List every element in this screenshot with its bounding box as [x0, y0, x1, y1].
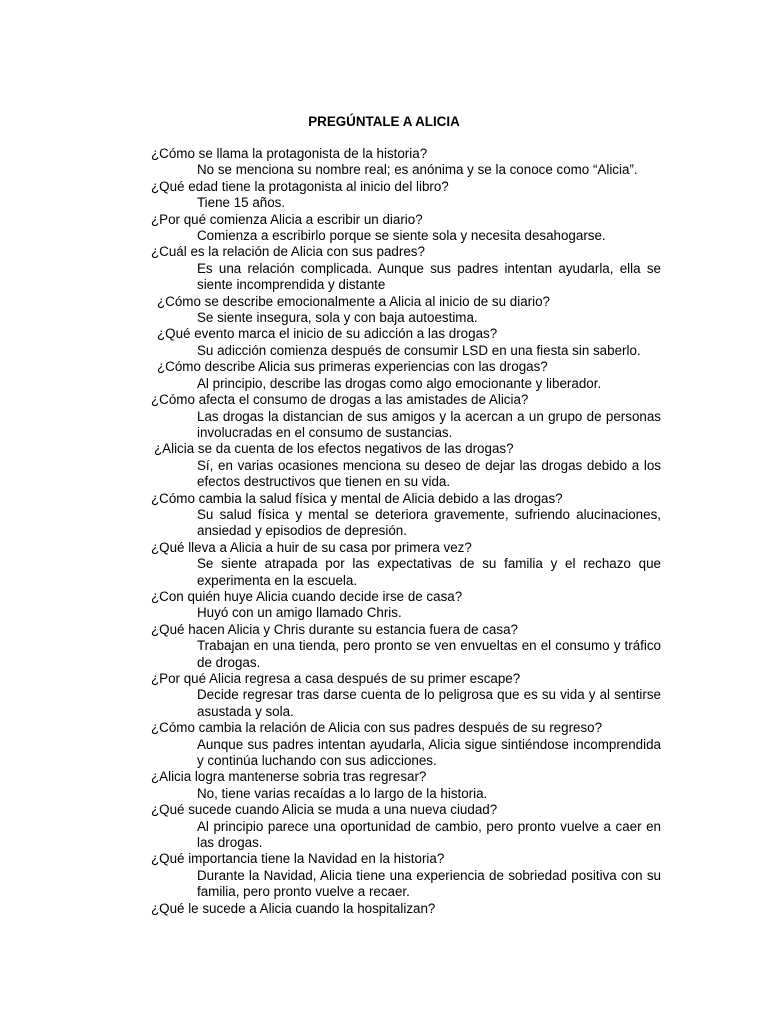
question-2: ¿Qué edad tiene la protagonista al inicio del libro? [151, 178, 449, 194]
answer-3: Comienza a escribirlo porque se siente sola y necesita desahogarse. [197, 228, 606, 244]
answer-14: Decide regresar tras darse cuenta de lo peligrosa que es su vida y al sentirse asustada y sola. [197, 687, 661, 719]
question-14: ¿Por qué Alicia regresa a casa después de su primer escape? [151, 671, 521, 686]
question-7: ¿Cómo describe Alicia sus primeras experiencias con las drogas? [157, 359, 548, 375]
answer-12: Huyó con un amigo llamado Chris. [197, 605, 402, 621]
question-15: ¿Cómo cambia la relación de Alicia con sus padres después de su regreso? [151, 720, 603, 736]
answer-13: Trabajan en una tienda, pero pronto se ven envueltas en el consumo y tráfico de drogas. [197, 638, 661, 670]
question-1: ¿Cómo se llama la protagonista de la historia? [151, 146, 428, 161]
question-5: ¿Cómo se describe emocionalmente a Alicia al inicio de su diario? [157, 293, 550, 309]
answer-15: Aunque sus padres intentan ayudarla, Alicia sigue sintiéndose incomprendida y continúa luchando con sus adicciones. [197, 736, 661, 769]
question-17: ¿Qué sucede cuando Alicia se muda a una nueva ciudad? [151, 802, 498, 818]
answer-18: Durante la Navidad, Alicia tiene una experiencia de sobriedad positiva con su familia, pero pronto vuelve a recaer. [197, 867, 661, 900]
answer-10: Su salud física y mental se deteriora gravemente, sufriendo alucinaciones, ansiedad y episodios de depresión. [197, 506, 661, 539]
question-8: ¿Cómo afecta el consumo de drogas a las amistades de Alicia? [151, 392, 529, 408]
answer-5: Se siente insegura, sola y con baja autoestima. [197, 310, 478, 326]
question-6: ¿Qué evento marca el inicio de su adicción a las drogas? [157, 326, 498, 342]
question-4: ¿Cuál es la relación de Alicia con sus padres? [151, 244, 425, 260]
answer-11: Se siente atrapada por las expectativas de su familia y el rechazo que experimenta en la escuela. [197, 556, 661, 588]
question-9: ¿Alicia se da cuenta de los efectos negativos de las drogas? [154, 441, 514, 457]
question-10: ¿Cómo cambia la salud física y mental de Alicia debido a las drogas? [151, 490, 563, 506]
answer-7: Al principio, describe las drogas como algo emocionante y liberador. [197, 375, 602, 391]
question-11: ¿Qué lleva a Alicia a huir de su casa por primera vez? [151, 539, 472, 555]
answer-6: Su adicción comienza después de consumir LSD en una fiesta sin saberlo. [197, 342, 641, 358]
answer-17: Al principio parece una oportunidad de cambio, pero pronto vuelve a caer en las drogas. [197, 818, 661, 851]
question-3: ¿Por qué comienza Alicia a escribir un diario? [151, 211, 423, 227]
answer-9: Sí, en varias ocasiones menciona su deseo de dejar las drogas debido a los efectos destructivos que tienen en su vida. [197, 457, 661, 490]
qa-list [151, 146, 661, 917]
question-19: ¿Qué le sucede a Alicia cuando la hospitalizan? [151, 900, 436, 916]
question-16: ¿Alicia logra mantenerse sobria tras regresar? [151, 769, 427, 785]
answer-8: Las drogas la distancian de sus amigos y la acercan a un grupo de personas involucradas en el consumo de sustancias. [197, 408, 661, 440]
document-title: PREGÚNTALE A ALICIA [308, 114, 460, 129]
question-18: ¿Qué importancia tiene la Navidad en la historia? [151, 851, 445, 867]
answer-4: Es una relación complicada. Aunque sus padres intentan ayudarla, ella se siente incomprendida y distante [197, 260, 661, 293]
question-13: ¿Qué hacen Alicia y Chris durante su estancia fuera de casa? [151, 621, 518, 637]
question-12: ¿Con quién huye Alicia cuando decide irse de casa? [151, 588, 463, 604]
answer-1: No se menciona su nombre real; es anónima y se la conoce como “Alicia”. [197, 162, 638, 178]
answer-2: Tiene 15 años. [197, 195, 286, 211]
answer-16: No, tiene varias recaídas a lo largo de la historia. [197, 785, 488, 801]
